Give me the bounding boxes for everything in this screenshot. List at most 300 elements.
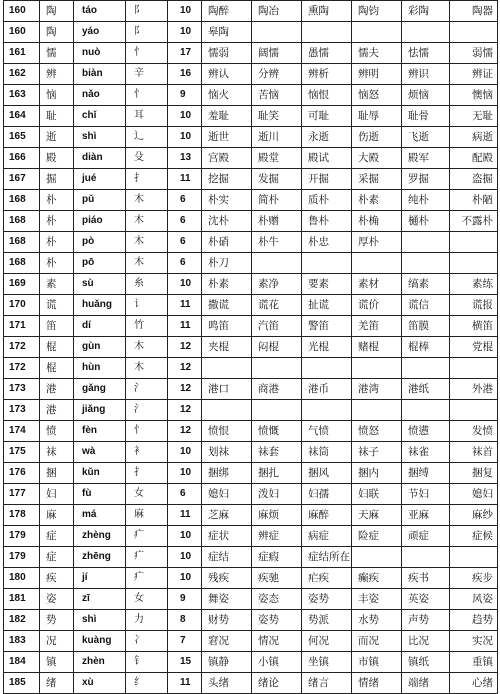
word-cell: 羌笛 <box>352 316 402 337</box>
word-cell <box>402 400 450 421</box>
word-cell: 发愤 <box>450 421 498 442</box>
word-cell: 妇联 <box>352 484 402 505</box>
word-cell: 袜筒 <box>302 442 352 463</box>
character-cell: 朴 <box>40 190 74 211</box>
word-cell: 苦恼 <box>252 85 302 106</box>
word-cell: 谎价 <box>352 295 402 316</box>
word-cell: 阔懦 <box>252 43 302 64</box>
pinyin-cell: pō <box>74 253 126 274</box>
radical-cell: 忄 <box>126 85 168 106</box>
word-cell: 怯懦 <box>402 43 450 64</box>
word-cell: 分辨 <box>252 64 302 85</box>
pinyin-cell: jí <box>74 568 126 589</box>
table-row <box>4 610 498 631</box>
pinyin-cell: zhēng <box>74 547 126 568</box>
word-cell: 舞姿 <box>202 589 252 610</box>
row-number-cell: 183 <box>4 631 40 652</box>
table-row <box>4 400 498 421</box>
word-cell: 港纸 <box>402 379 450 400</box>
word-cell: 绪言 <box>302 673 352 694</box>
radical-cell: 木 <box>126 337 168 358</box>
pinyin-cell: kuàng <box>74 631 126 652</box>
radical-cell: 氵 <box>126 379 168 400</box>
word-cell: 朴素 <box>202 274 252 295</box>
word-cell: 市镇 <box>352 652 402 673</box>
word-cell: 朴陋 <box>450 190 498 211</box>
stroke-count-cell: 10 <box>168 1 202 22</box>
pinyin-cell: gùn <box>74 337 126 358</box>
table-row <box>4 568 498 589</box>
stroke-count-cell: 17 <box>168 43 202 64</box>
table-row <box>4 442 498 463</box>
radical-cell: 疒 <box>126 526 168 547</box>
pinyin-cell: shì <box>74 610 126 631</box>
word-cell: 症瘕 <box>252 547 302 568</box>
table-row <box>4 64 498 85</box>
word-cell: 朴实 <box>202 190 252 211</box>
row-number-cell: 172 <box>4 358 40 379</box>
radical-cell: 氵 <box>126 400 168 421</box>
row-number-cell: 161 <box>4 43 40 64</box>
table-row <box>4 169 498 190</box>
word-cell: 纯朴 <box>402 190 450 211</box>
character-cell: 愤 <box>40 421 74 442</box>
word-cell: 谎信 <box>402 295 450 316</box>
word-cell: 麻醉 <box>302 505 352 526</box>
word-cell: 袜雀 <box>402 442 450 463</box>
row-number-cell: 162 <box>4 64 40 85</box>
character-cell: 棍 <box>40 358 74 379</box>
word-cell: 素净 <box>252 274 302 295</box>
word-cell: 鲁朴 <box>302 211 352 232</box>
pinyin-cell: fèn <box>74 421 126 442</box>
word-cell: 捆绑 <box>202 463 252 484</box>
word-cell <box>450 547 498 568</box>
word-cell: 素练 <box>450 274 498 295</box>
table-row <box>4 673 498 694</box>
row-number-cell: 168 <box>4 253 40 274</box>
radical-cell: 麻 <box>126 505 168 526</box>
word-cell: 妇孺 <box>302 484 352 505</box>
radical-cell: 纟 <box>126 673 168 694</box>
word-cell: 扯谎 <box>302 295 352 316</box>
word-cell: 皋陶 <box>202 22 252 43</box>
word-cell: 风姿 <box>450 589 498 610</box>
word-cell <box>352 400 402 421</box>
table-row <box>4 526 498 547</box>
word-cell: 质朴 <box>302 190 352 211</box>
row-number-cell: 174 <box>4 421 40 442</box>
word-cell: 气愤 <box>302 421 352 442</box>
radical-cell: 扌 <box>126 169 168 190</box>
word-cell: 朴硝 <box>202 232 252 253</box>
word-cell: 症状 <box>202 526 252 547</box>
word-cell: 素材 <box>352 274 402 295</box>
radical-cell: 木 <box>126 358 168 379</box>
character-cell: 素 <box>40 274 74 295</box>
table-row <box>4 421 498 442</box>
pinyin-cell: xù <box>74 673 126 694</box>
word-cell: 疾步 <box>450 568 498 589</box>
character-cell: 朴 <box>40 253 74 274</box>
word-cell: 病症 <box>302 526 352 547</box>
stroke-count-cell: 11 <box>168 316 202 337</box>
row-number-cell: 164 <box>4 106 40 127</box>
word-cell <box>252 358 302 379</box>
stroke-count-cell: 11 <box>168 673 202 694</box>
word-cell: 懦夫 <box>352 43 402 64</box>
radical-cell: 疒 <box>126 568 168 589</box>
row-number-cell: 168 <box>4 190 40 211</box>
word-cell: 疟疾 <box>302 568 352 589</box>
word-cell: 棍棒 <box>402 337 450 358</box>
word-cell: 辨证 <box>450 64 498 85</box>
pinyin-cell: nǎo <box>74 85 126 106</box>
row-number-cell: 184 <box>4 652 40 673</box>
character-cell: 症 <box>40 526 74 547</box>
word-cell: 捆内 <box>352 463 402 484</box>
pinyin-cell: zhèng <box>74 526 126 547</box>
word-cell: 残疾 <box>202 568 252 589</box>
word-cell: 疾书 <box>402 568 450 589</box>
word-cell: 恼怒 <box>352 85 402 106</box>
radical-cell: 耳 <box>126 106 168 127</box>
stroke-count-cell: 10 <box>168 127 202 148</box>
pinyin-cell: dí <box>74 316 126 337</box>
radical-cell: 木 <box>126 190 168 211</box>
character-cell: 谎 <box>40 295 74 316</box>
pinyin-cell: diàn <box>74 148 126 169</box>
stroke-count-cell: 11 <box>168 295 202 316</box>
word-cell: 症候 <box>450 526 498 547</box>
row-number-cell: 176 <box>4 463 40 484</box>
character-cell: 妇 <box>40 484 74 505</box>
word-cell: 媳妇 <box>202 484 252 505</box>
pinyin-cell: piáo <box>74 211 126 232</box>
word-cell: 樋朴 <box>402 211 450 232</box>
word-cell: 笛膜 <box>402 316 450 337</box>
word-cell: 捆缚 <box>402 463 450 484</box>
word-cell: 趋势 <box>450 610 498 631</box>
word-cell: 简朴 <box>252 190 302 211</box>
word-cell: 朴素 <box>352 190 402 211</box>
radical-cell: 女 <box>126 589 168 610</box>
radical-cell: 阝 <box>126 22 168 43</box>
character-cell: 殿 <box>40 148 74 169</box>
table-row <box>4 190 498 211</box>
word-cell: 朴桷 <box>352 211 402 232</box>
word-cell: 陶冶 <box>252 1 302 22</box>
word-cell: 缟素 <box>402 274 450 295</box>
word-cell: 商港 <box>252 379 302 400</box>
character-cell: 镇 <box>40 652 74 673</box>
word-cell: 头绪 <box>202 673 252 694</box>
character-cell: 掘 <box>40 169 74 190</box>
word-cell: 窘况 <box>202 631 252 652</box>
stroke-count-cell: 12 <box>168 337 202 358</box>
word-cell: 逝川 <box>252 127 302 148</box>
radical-cell: 忄 <box>126 43 168 64</box>
word-cell: 闷棍 <box>252 337 302 358</box>
word-cell: 捆复 <box>450 463 498 484</box>
stroke-count-cell: 10 <box>168 22 202 43</box>
word-cell: 殿堂 <box>252 148 302 169</box>
word-cell <box>402 232 450 253</box>
word-cell: 彩陶 <box>402 1 450 22</box>
row-number-cell: 170 <box>4 295 40 316</box>
word-cell: 疾驰 <box>252 568 302 589</box>
radical-cell: 疒 <box>126 547 168 568</box>
word-cell: 永逝 <box>302 127 352 148</box>
word-cell <box>450 232 498 253</box>
table-row <box>4 337 498 358</box>
character-cell: 绪 <box>40 673 74 694</box>
word-cell: 厚朴 <box>352 232 402 253</box>
pinyin-cell: má <box>74 505 126 526</box>
character-cell: 捆 <box>40 463 74 484</box>
row-number-cell: 181 <box>4 589 40 610</box>
radical-cell: 木 <box>126 211 168 232</box>
word-cell: 赌棍 <box>352 337 402 358</box>
word-cell: 险症 <box>352 526 402 547</box>
word-cell: 外港 <box>450 379 498 400</box>
word-cell: 朴牛 <box>252 232 302 253</box>
row-number-cell: 185 <box>4 673 40 694</box>
word-cell: 陶器 <box>450 1 498 22</box>
word-cell: 弱懦 <box>450 43 498 64</box>
stroke-count-cell: 10 <box>168 547 202 568</box>
word-cell <box>352 358 402 379</box>
word-cell <box>252 400 302 421</box>
stroke-count-cell: 9 <box>168 589 202 610</box>
stroke-count-cell: 10 <box>168 568 202 589</box>
character-cell: 袜 <box>40 442 74 463</box>
character-cell: 姿 <box>40 589 74 610</box>
word-cell <box>402 253 450 274</box>
word-cell: 节妇 <box>402 484 450 505</box>
word-cell: 划袜 <box>202 442 252 463</box>
word-cell <box>302 253 352 274</box>
radical-cell: 讠 <box>126 295 168 316</box>
word-cell: 势派 <box>302 610 352 631</box>
table-row <box>4 358 498 379</box>
word-cell <box>302 22 352 43</box>
stroke-count-cell: 12 <box>168 421 202 442</box>
stroke-count-cell: 15 <box>168 652 202 673</box>
word-cell: 袜套 <box>252 442 302 463</box>
word-cell: 丰姿 <box>352 589 402 610</box>
word-cell <box>302 358 352 379</box>
word-cell: 小镇 <box>252 652 302 673</box>
word-cell: 殿军 <box>402 148 450 169</box>
table-row <box>4 232 498 253</box>
character-table <box>3 0 498 694</box>
pinyin-cell: kǔn <box>74 463 126 484</box>
stroke-count-cell: 6 <box>168 484 202 505</box>
word-cell: 顽症 <box>402 526 450 547</box>
stroke-count-cell: 6 <box>168 232 202 253</box>
radical-cell: 竹 <box>126 316 168 337</box>
table-row <box>4 274 498 295</box>
word-cell: 愤怒 <box>352 421 402 442</box>
word-cell: 殿试 <box>302 148 352 169</box>
stroke-count-cell: 11 <box>168 169 202 190</box>
word-cell: 而况 <box>352 631 402 652</box>
word-cell: 镇纸 <box>402 652 450 673</box>
word-cell: 熏陶 <box>302 1 352 22</box>
word-cell: 撒谎 <box>202 295 252 316</box>
pinyin-cell: wà <box>74 442 126 463</box>
radical-cell: 女 <box>126 484 168 505</box>
row-number-cell: 179 <box>4 526 40 547</box>
word-cell: 水势 <box>352 610 402 631</box>
word-cell: 捆风 <box>302 463 352 484</box>
word-cell <box>352 253 402 274</box>
word-cell: 麻烦 <box>252 505 302 526</box>
radical-cell: 忄 <box>126 421 168 442</box>
word-cell: 港币 <box>302 379 352 400</box>
character-cell: 陶 <box>40 22 74 43</box>
word-cell: 朴赠 <box>252 211 302 232</box>
word-cell: 耻骨 <box>402 106 450 127</box>
word-cell: 辨析 <box>302 64 352 85</box>
character-cell: 耻 <box>40 106 74 127</box>
word-cell: 愤恨 <box>202 421 252 442</box>
stroke-count-cell: 12 <box>168 358 202 379</box>
word-cell: 姿态 <box>252 589 302 610</box>
stroke-count-cell: 10 <box>168 274 202 295</box>
row-number-cell: 172 <box>4 337 40 358</box>
character-cell: 朴 <box>40 211 74 232</box>
word-cell: 绪论 <box>252 673 302 694</box>
table-row <box>4 106 498 127</box>
word-cell: 朴刀 <box>202 253 252 274</box>
word-cell: 辨识 <box>402 64 450 85</box>
word-cell: 心绪 <box>450 673 498 694</box>
word-cell: 羞耻 <box>202 106 252 127</box>
radical-cell: 辛 <box>126 64 168 85</box>
stroke-count-cell: 6 <box>168 190 202 211</box>
word-cell: 英姿 <box>402 589 450 610</box>
stroke-count-cell: 7 <box>168 631 202 652</box>
word-cell <box>252 22 302 43</box>
word-cell: 姿势 <box>252 610 302 631</box>
row-number-cell: 173 <box>4 400 40 421</box>
stroke-count-cell: 10 <box>168 106 202 127</box>
table-row <box>4 253 498 274</box>
table-row <box>4 484 498 505</box>
word-cell: 懊恼 <box>450 85 498 106</box>
table-row <box>4 22 498 43</box>
word-cell: 光棍 <box>302 337 352 358</box>
table-row <box>4 295 498 316</box>
word-cell: 耻辱 <box>352 106 402 127</box>
word-cell: 情绪 <box>352 673 402 694</box>
word-cell: 港口 <box>202 379 252 400</box>
word-cell: 亚麻 <box>402 505 450 526</box>
pinyin-cell: yáo <box>74 22 126 43</box>
row-number-cell: 171 <box>4 316 40 337</box>
stroke-count-cell: 16 <box>168 64 202 85</box>
row-number-cell: 180 <box>4 568 40 589</box>
word-cell <box>202 400 252 421</box>
row-number-cell: 169 <box>4 274 40 295</box>
character-cell: 症 <box>40 547 74 568</box>
stroke-count-cell: 12 <box>168 400 202 421</box>
stroke-count-cell: 12 <box>168 379 202 400</box>
radical-cell: 糸 <box>126 274 168 295</box>
word-cell: 声势 <box>402 610 450 631</box>
word-cell: 发掘 <box>252 169 302 190</box>
table-row <box>4 85 498 106</box>
word-cell: 辨认 <box>202 64 252 85</box>
word-cell: 不露朴 <box>450 211 498 232</box>
word-cell: 党棍 <box>450 337 498 358</box>
row-number-cell: 165 <box>4 127 40 148</box>
pinyin-cell: huǎng <box>74 295 126 316</box>
stroke-count-cell: 13 <box>168 148 202 169</box>
table-row <box>4 43 498 64</box>
character-cell: 陶 <box>40 1 74 22</box>
pinyin-cell: táo <box>74 1 126 22</box>
radical-cell: 力 <box>126 610 168 631</box>
radical-cell: 木 <box>126 232 168 253</box>
word-cell: 病逝 <box>450 127 498 148</box>
character-cell: 逝 <box>40 127 74 148</box>
word-cell: 袜子 <box>352 442 402 463</box>
table-row <box>4 463 498 484</box>
word-cell: 实况 <box>450 631 498 652</box>
word-cell: 媳妇 <box>450 484 498 505</box>
table-row <box>4 127 498 148</box>
pinyin-cell: nuò <box>74 43 126 64</box>
pinyin-cell: pò <box>74 232 126 253</box>
word-cell: 症结所在 <box>302 547 352 568</box>
radical-cell: 扌 <box>126 463 168 484</box>
radical-cell: 衤 <box>126 442 168 463</box>
word-cell <box>402 358 450 379</box>
pinyin-cell: fù <box>74 484 126 505</box>
word-cell: 恼恨 <box>302 85 352 106</box>
character-cell: 疾 <box>40 568 74 589</box>
row-number-cell: 160 <box>4 22 40 43</box>
character-cell: 势 <box>40 610 74 631</box>
radical-cell: 冫 <box>126 631 168 652</box>
word-cell: 麻纱 <box>450 505 498 526</box>
word-cell <box>402 22 450 43</box>
pinyin-cell: jiǎng <box>74 400 126 421</box>
word-cell: 逝世 <box>202 127 252 148</box>
table-row <box>4 379 498 400</box>
character-cell: 港 <box>40 379 74 400</box>
character-cell: 辨 <box>40 64 74 85</box>
pinyin-cell: zhèn <box>74 652 126 673</box>
word-cell: 伤逝 <box>352 127 402 148</box>
word-cell: 姿势 <box>302 589 352 610</box>
stroke-count-cell: 6 <box>168 253 202 274</box>
word-cell: 大殿 <box>352 148 402 169</box>
word-cell: 懦弱 <box>202 43 252 64</box>
word-cell: 可耻 <box>302 106 352 127</box>
word-cell <box>352 22 402 43</box>
pinyin-cell: biàn <box>74 64 126 85</box>
word-cell <box>352 547 402 568</box>
row-number-cell: 163 <box>4 85 40 106</box>
table-row <box>4 1 498 22</box>
word-cell: 开掘 <box>302 169 352 190</box>
row-number-cell: 175 <box>4 442 40 463</box>
row-number-cell: 177 <box>4 484 40 505</box>
